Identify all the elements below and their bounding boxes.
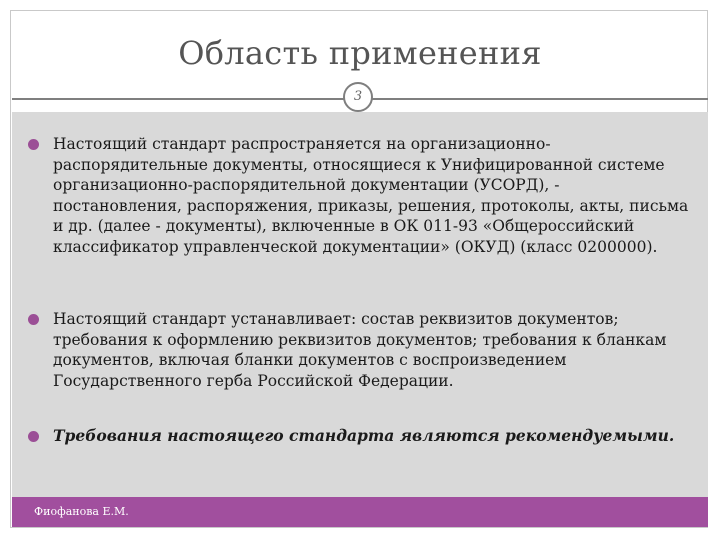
bullet-text-emphasized: Требования настоящего стандарта являются рекомендуемыми. [53,426,675,445]
slide-title: Область применения [178,34,542,72]
bullet-item-2 [28,309,693,391]
bullet-icon [28,314,39,325]
bullet-icon [28,431,39,442]
bullet-icon [28,139,39,150]
page-number-badge: 3 [343,82,373,112]
bullet-item-1 [28,134,693,257]
bullet-item-3 [28,426,693,447]
footer-author: Фиофанова Е.М. [34,505,129,518]
content-panel [12,112,708,497]
bullet-text: Настоящий стандарт распространяется на организационно-распорядительные документы, относящиеся к Унифицированной системе организационно-распорядительной документации (УСОРД), - постановления, распоряжения, приказы, решения, протоколы, акты, письма и др. (далее - документы), включенные в ОК 011-93 «Общероссийский классификатор управленческой документации» (ОКУД) (класс 0200000). [53,135,689,256]
bullet-text: Настоящий стандарт устанавливает: состав реквизитов документов; требования к оформлению реквизитов документов; требования к бланкам документов, включая бланки документов с воспроизведением Государственного герба Российской Федерации. [53,310,667,390]
footer-bar [12,497,708,527]
